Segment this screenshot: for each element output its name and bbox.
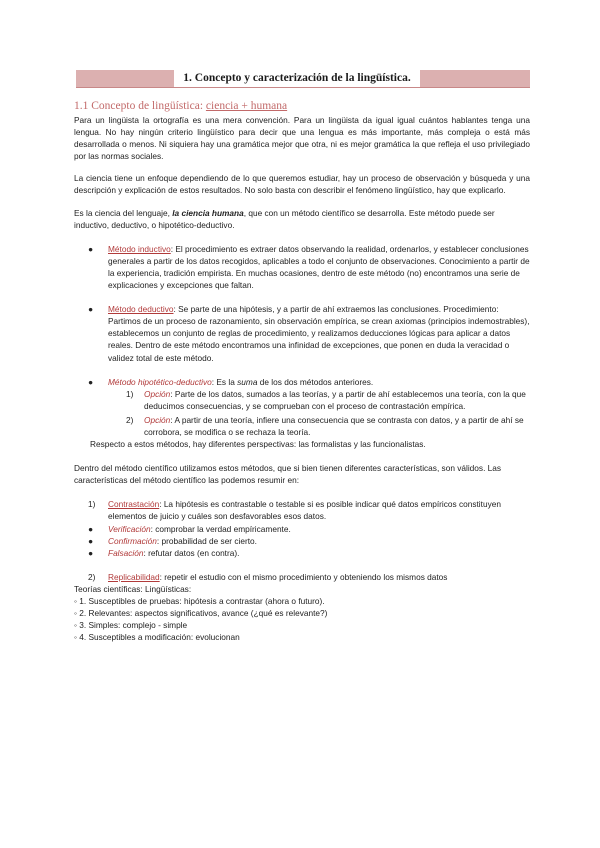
option-1-number: 1) — [126, 388, 134, 399]
text-confirmacion: : probabilidad de ser cierto. — [156, 535, 257, 546]
section-heading-prefix: 1.1 Concepto de lingüística: — [74, 100, 206, 112]
title-bar-right — [420, 70, 530, 87]
bullet-icon: ● — [88, 304, 94, 315]
paragraph-ciencia: La ciencia tiene un enfoque dependiendo de lo que queremos estudiar, hay un proceso de observación y búsqueda y una descripción y explicación de estos resultados. No solo basta con describir el fenómeno lingüístico, hay que explicarlo. — [74, 173, 530, 196]
bullet-icon: ● — [88, 523, 94, 534]
term-deductivo: Método deductivo — [108, 304, 174, 315]
option-2-number: 2) — [126, 414, 134, 425]
bullet-icon: ● — [88, 376, 94, 387]
p3-bold: la ciencia humana — [172, 207, 244, 218]
teorias-item-4: ◦ 4. Susceptibles a modificación: evolucionan — [74, 632, 240, 643]
text-replicabilidad: : repetir el estudio con el mismo procedimiento y obteniendo los mismos datos — [159, 571, 448, 582]
contrastacion-number: 1) — [88, 499, 96, 510]
hipotetico-text-b: de los dos métodos anteriores. — [257, 376, 374, 387]
p3-c: , que con un método científico se desarrolla. Este método puede ser inductivo, deductivo, o hipotético-deductivo. — [74, 207, 495, 230]
teorias-item-2: ◦ 2. Relevantes: aspectos significativos, avance (¿qué es relevante?) — [74, 608, 328, 619]
text-verificacion: : comprobar la verdad empíricamente. — [150, 523, 291, 534]
teorias-item-3: ◦ 3. Simples: complejo - simple — [74, 620, 188, 631]
term-replicabilidad: Replicabilidad — [108, 571, 160, 582]
text-contrastacion: : La hipótesis es contrastable o testable si es posible indicar qué datos empíricos constituyen elementos de juicio y cuáles son desfavorables esos datos. — [108, 499, 501, 522]
teorias-item-1: ◦ 1. Susceptibles de pruebas: hipótesis a contrastar (ahora o futuro). — [74, 596, 325, 606]
paragraph-ciencia-lenguaje — [74, 207, 530, 231]
term-verificacion: Verificación — [108, 523, 151, 534]
text-falsacion: : refutar datos (en contra). — [143, 547, 240, 558]
bullet-icon: ● — [88, 243, 94, 254]
bullet-icon: ● — [88, 547, 94, 558]
sub-verificacion — [74, 523, 530, 535]
item-contrastacion — [74, 498, 530, 522]
bullet-icon: ● — [88, 535, 94, 546]
methods-list — [74, 243, 530, 388]
hipotetico-text-a: : Es la — [211, 376, 238, 387]
title-bar-left — [76, 70, 174, 87]
document-body — [74, 99, 530, 643]
sub-falsacion — [74, 547, 530, 559]
term-contrastacion: Contrastación — [108, 499, 160, 510]
list-item-deductivo — [74, 303, 530, 363]
option-2 — [74, 414, 530, 438]
title-underline — [76, 87, 530, 88]
option-2-label: Opción — [144, 414, 171, 425]
term-confirmacion: Confirmación — [108, 535, 157, 546]
section-heading-link[interactable]: ciencia + humana — [205, 100, 288, 112]
p3-a: Es la ciencia del lenguaje, — [74, 207, 173, 218]
option-2-text: : A partir de una teoría, infiere una consecuencia que se contrasta con datos, y a partir de ahí se corrobora, se modifica o se rechaza la teoría. — [144, 414, 524, 437]
list-item-hipotetico — [74, 376, 530, 388]
text-inductivo: : El procedimiento es extraer datos observando la realidad, ordenarlos, y establecer conclusiones generales a partir de los datos recogidos, aplicables a todo el conjunto de observaciones. Conocimiento a partir de la experiencia, tradición empirista. En muchas ocasiones, dentro de este método (no) encontramos una serie de explicaciones y excepciones que faltan. — [108, 243, 530, 291]
term-inductivo: Método inductivo — [108, 243, 171, 254]
replicabilidad-number: 2) — [88, 571, 96, 582]
respecto-metodos: Respecto a estos métodos, hay diferentes perspectivas: las formalistas y las funcionalistas. — [90, 439, 426, 450]
hipotetico-suma: suma — [237, 376, 258, 387]
term-hipotetico: Método hipotético-deductivo — [108, 376, 212, 387]
list-item-inductivo — [74, 243, 530, 291]
term-falsacion: Falsación — [108, 547, 144, 558]
page-title: 1. Concepto y caracterización de la lingüística. — [183, 72, 411, 84]
sub-confirmacion — [74, 535, 530, 547]
item-replicabilidad — [74, 571, 530, 583]
option-1 — [74, 388, 530, 412]
paragraph-ortografia: Para un lingüista la ortografía es una mera convención. Para un lingüista da igual igual cuántos hablantes tenga una lengua. No hay ningún criterio lingüístico para decir que una lengua es más importante, más compleja o está más desarrollada o menos. Ni siquiera hay una gramática mejor que otra, ni es mejor gramática la que refleja el uso privilegiado por las normas sociales. — [74, 115, 530, 162]
teorias-heading: Teorías científicas: Lingüísticas: — [74, 583, 192, 594]
paragraph-metodo-cientifico: Dentro del método científico utilizamos estos métodos, que si bien tienen diferentes características, son válidos. Las características del método científico las podemos resumir en: — [74, 463, 502, 486]
text-deductivo: : Se parte de una hipótesis, y a partir de ahí extraemos las conclusiones. Procedimiento: Partimos de un proceso de razonamiento, sin observación empírica, se crean axiomas (principios indemostrables), establecemos un conjunto de reglas de procedimiento, y realizamos deducciones lógicas para aplicar a datos reales. Dentro de este método encontramos una infinidad de excepciones, que ponen en duda la veracidad o validez total de este método. — [108, 304, 530, 363]
option-1-label: Opción — [144, 388, 171, 399]
section-heading — [74, 99, 530, 113]
option-1-text: : Parte de los datos, sumados a las teorías, y a partir de ahí establecemos una teoría, con la que deducimos consecuencias, y se comprueban con el proceso de contrastación empírica. — [144, 388, 526, 411]
